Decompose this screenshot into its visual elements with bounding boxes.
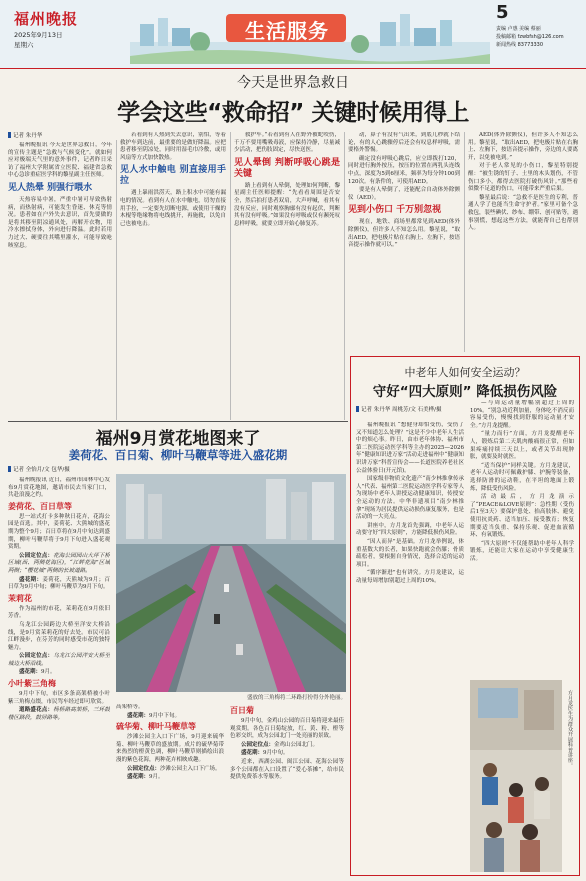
bloom-label: 盛花期： — [19, 669, 42, 676]
section-divider — [8, 421, 348, 422]
lecture-photo — [470, 680, 562, 872]
location-label: 公园定位点： — [19, 552, 54, 559]
column-rule — [116, 140, 117, 420]
subheading: 见到小伤口 千万别忽视 — [348, 205, 442, 216]
email-line: 投稿邮箱 fzwbfsh@126.com — [496, 34, 564, 40]
editor-line: 责编 卢惠 美编 蔡丽 — [496, 26, 541, 32]
article1-byline — [8, 132, 42, 140]
column-rule — [344, 132, 345, 420]
byline-marker — [356, 406, 359, 412]
location-line — [230, 742, 344, 750]
bloom-label: 盛花期： — [127, 774, 150, 781]
byline-marker — [8, 132, 11, 138]
bloom-line — [8, 669, 110, 677]
paragraph: “因人而异”是基础。方月龙举例说，体重基数大的长者，如果快跑就会伤膝；骨质疏松者，要根据自身情况，选择合适的运动项目。 — [356, 538, 464, 568]
issue-weekday: 星期六 — [14, 41, 34, 49]
paragraph: 现在，地铁、商场里都常见到AED(体外除颤仪)，但许多人不知怎么用。黎星说，“取出AED，把电极片贴在右胸上、左胸下，按语音提示操作就可以。” — [348, 219, 460, 249]
location-text: 沙滩公园主入口下广场。 — [160, 765, 221, 772]
paragraph: 高架桥等。 — [116, 704, 144, 710]
article1-col3 — [234, 132, 340, 420]
paragraph: 要是有人晕倒了，还能配合自动体外除颤仪（AED）。 — [348, 187, 460, 201]
location-line — [8, 707, 110, 722]
location-text: 金鸡山公园北门。 — [274, 741, 319, 748]
article2-subheadline: 姜荷花、百日菊、柳叶马鞭草等进入盛花期 — [68, 448, 288, 462]
bloom-label: 盛花期： — [127, 712, 150, 719]
location-text: 乌龙江公园洋安大桥至城边大桥沿线。 — [8, 653, 110, 667]
hotline-line: 新闻热线 83773330 — [496, 42, 544, 48]
bloom-line — [8, 577, 110, 592]
subheading: 见人晕倒 判断呼吸心跳是关键 — [234, 157, 340, 179]
masthead-divider — [0, 68, 586, 69]
bloom-line — [116, 774, 224, 782]
subheading: 姜荷花、百日草等 — [8, 501, 72, 511]
article2-byline — [8, 466, 70, 474]
paragraph: 福州晚报讯 “想健身却怕受伤，受伤了又不知道怎么处理？”这是不少中老年人生活中的烦心事。昨日，由市老年体协、福州市第二医院运动医学科等主办的2025—2026年“健康知识进万家”活动走进福州中“健康知识讲万家”科普宣传会——长道医院养老社区公益体验日(开元馆)。 — [356, 422, 464, 474]
bloom-text: 9月中下旬。 — [149, 712, 181, 719]
photo-caption: 方月龙医生为群众开展科普讲座。 — [567, 690, 573, 768]
article3-col1 — [356, 422, 464, 872]
location-text: 花海公园园山大坪下桥区域(西、两侧花海区)，“江畔花海”区域两侧；“樱花城”两侧的长坡道路。 — [8, 552, 110, 574]
column-rule — [230, 132, 231, 420]
article1-col5 — [468, 132, 578, 350]
newspaper-logo: 福州晚报 — [14, 10, 79, 28]
article1-kicker: 今天是世界急救日 — [237, 75, 349, 91]
bloom-line — [230, 750, 344, 758]
paragraph: 思一站式打卡多种秋日花卉，花海公园是首选。其中，姜荷花、大熊城的盛花期为整个9月；百日草将在9月中旬达到盛期，柳叶马鞭草将于9月下旬进入盛花观赏期。 — [8, 513, 110, 551]
byline-text: 记者 全怡月/文 包华/摄 — [13, 467, 70, 473]
flyover-photo — [116, 474, 346, 692]
paragraph: 天热容易中暑，严重中暑可导致热射病，而热射病，可能发生昏迷、休克等情况。患者如在户外失去意识，首先要做的是将其移至阴凉通风处，再解开衣物，用冷水擦拭身体，外向进行降温。此时若用力过大、硬要往其嘴里灌水，可能导致呛咳窒息。 — [8, 196, 112, 249]
paragraph: 动，鼻子有没有气出来，到底几秒就下结论，有的人心跳骤停后还会有叹息样呼吸，需要格外警惕。 — [348, 132, 460, 154]
paragraph: “量力而行”方面，方月龙提醒老年人，锻炼后第二天肌肉酸痛很正常，但如果疼痛持续三天以上，或者关节出现肿胀，就要及时就医。 — [470, 431, 574, 461]
paragraph: “适当保护”同样关键。方月龙建议，老年人运动时可佩戴护膝、护腕等装备，选择防滑的运动鞋，在平坦的地面上锻炼，降低受伤风险。 — [470, 462, 574, 492]
subheading: 硫华菊、柳叶马鞭草等 — [116, 722, 196, 732]
masthead — [0, 0, 586, 68]
subheading: 茉莉花 — [8, 593, 32, 603]
location-label: 道路盛花点： — [19, 707, 54, 714]
bloom-text: 9月。 — [149, 774, 164, 781]
paragraph: 确定没有呼吸心跳后，应立即拨打120，同时进行胸外按压，按压的位置在两乳头连线中点，深度为5到6厘米，频率为每分钟100到120次。有条件的，可使用AED。 — [348, 155, 460, 185]
article2-col2 — [116, 704, 224, 874]
bloom-label: 盛花期： — [19, 576, 43, 583]
bloom-text: 姜荷花，天熊城为9月；百日草为9月中旬；柳叶马鞭草为9月下旬。 — [8, 576, 110, 591]
paragraph: 国家级非物质文化遗产“南少林推拿传承人”代表、福州第二医院运动医学科专家等人为现场中老年人讲授运动健康知识，传授安全运动的方法。中华非遗项目“南少林推拿”现场为居民提供运动损伤康复服务，也是活动的一大亮点。 — [356, 476, 464, 521]
subheading: 见人水中触电 别直接用手拉 — [120, 165, 226, 187]
location-line — [116, 766, 224, 774]
location-label: 公园定位点： — [241, 741, 275, 748]
bloom-text: 9月中旬。 — [263, 750, 289, 757]
article3-kicker: 中老年人如何安全运动？ — [404, 366, 526, 379]
paragraph: 对于老人常见的小伤口，黎星特别提醒：“被生锈的钉子、土里的木头划伤，不管伤口多小，都得去医院打破伤风针。”那些看似微不足道的伤口，可能带来严重后果。 — [468, 163, 578, 193]
page-number: 5 — [496, 2, 509, 23]
paragraph: AED(体外除颤仪)，但许多人不知怎么用。黎星说，“取出AED，把电极片贴在右胸上、左胸下，按语音提示操作，旁边的人要离开，以免被电到。” — [468, 132, 578, 161]
paragraph: 福州晚报讯 今天是世界急救日，今年的宣传主题是“急救与气候变化”。就如何应对极端天气里的意外事件，记者昨日采访了福州大学附属省立医院、福建省急救中心急诊重症医学科的黎星副主任医师。 — [8, 142, 112, 179]
bloom-label: 盛花期： — [241, 750, 264, 757]
paragraph: 9月中下旬，市区多条高架桥被小叶紫三角梅点缀，市民驾车经过即可欣赏。 — [8, 691, 110, 705]
section-title: 生活服务 — [245, 19, 329, 43]
bloom-line — [116, 713, 224, 721]
paragraph: —与周运动量增幅别超过上周的10%。“别急功近利加量，身体吃不消反而容易受伤，慢慢找到舒服的运动量才安全。”方月龙提醒。 — [470, 400, 574, 429]
article2-col1 — [8, 477, 110, 875]
paragraph: 黎星最后说：“急救不是医生的专利，普通人学了也能当生命守护者。”家里可备个急救包，装些碘伏、纱布、绷带、创可贴等，遇事别慌，想起这些方法，就能帮自己也帮别人。 — [468, 194, 578, 232]
paragraph: 路上看到有人晕倒，处理如何判断，黎星副主任医师提醒：“先看看周围是否安全，然后拍打患者双肩，大声呼喊，看其有没有反应，同时观察胸廓有没有起伏，判断其有没有呼吸。”如果没有呼吸或仅有濒死叹息样呼吸，就要立即开始心肺复苏。 — [234, 182, 340, 227]
location-line — [8, 653, 110, 668]
article3-col2 — [470, 400, 574, 676]
subheading: 百日菊 — [230, 706, 254, 715]
subheading: 小叶紫三角梅 — [8, 679, 56, 689]
article1-col1 — [8, 142, 112, 420]
location-text: 杨桥路高架桥，三环鼓楼区路段，鼓屏路等。 — [8, 707, 110, 721]
paragraph: 活动最后，方月龙演示了“PEACE&LOVE原则”：急性期（受伤后1至3天）要保护患处、抬高肢体、避免使用抗炎药、适当加压、接受教育；恢复期要适当负重、保持乐观、促进血液循环、有氧锻炼。 — [470, 494, 574, 539]
paragraph: 乌龙江公园跨边大桥至洋安大桥沿线，是9月赏茉莉花的好去处。市民可沿江畔漫步，在芬芳的同时感受市花的独特魅力。 — [8, 621, 110, 651]
article3-headline: 守好“四大原则” 降低损伤风险 — [372, 384, 558, 400]
paragraph: 9月中旬，金鸡山公园的百日菊将迎来最佳观赏期。各色百日菊绽放，红、黄、粉、橙等色彩交织，成为公园北门一处亮丽的景致。 — [230, 718, 344, 740]
location-label: 公园定位点： — [127, 765, 161, 772]
location-line — [8, 553, 110, 576]
article2-headline: 福州9月赏花地图来了 — [95, 429, 261, 449]
paragraph: 救护车。”若看到有人在野外被蛇咬伤，千万不要用嘴吸毒液，应保持冷静，尽量减少活动，把伤肢固定，尽快送医。 — [234, 132, 340, 154]
subheading: 见人热晕 别强行喂水 — [8, 182, 93, 193]
paragraph: 讲座中，方月龙首先强调，中老年人运动要守好“四大原则”，方能降低损伤风险。 — [356, 522, 464, 537]
article2-col3 — [230, 704, 344, 874]
bloom-text: 9月。 — [41, 669, 56, 676]
paragraph: 作为福州的市花，茉莉花在9月依旧芳香。 — [8, 605, 110, 620]
article3-byline — [356, 406, 468, 414]
location-label: 公园定位点： — [19, 653, 54, 660]
photo-caption: 盛放的三角梅将二环路打扮得分外艳丽。 — [246, 695, 346, 701]
byline-marker — [8, 466, 11, 472]
article1-col2 — [120, 132, 226, 420]
issue-date: 2025年9月13日 — [14, 31, 63, 39]
paragraph: 遇上暴雨洪涝天，路上积水中可能有漏电的情况。看到有人在水中触电，切勿直接用手拉，一定要先切断电源，或使用干燥的木棍等绝缘物将电线挑开，再施救，以免自己也被电击。 — [120, 190, 226, 227]
paragraph: “四大原则”不仅能帮助中老年人科学锻炼，还能让大家在运动中享受健康生活。 — [470, 540, 574, 562]
byline-text: 记者 朱丹华 周桃芳/文 石美桦/摄 — [361, 407, 442, 413]
article1-headline: 学会这些“救命招” 关键时候用得上 — [117, 100, 469, 126]
column-rule — [464, 132, 465, 352]
paragraph: 沙滩公园主入口下广场，9月迎来硫华菊、柳叶马鞭草的盛放期。成片的硫华菊带来热烈的橙黄色调，柳叶马鞭草则描绘出浪漫的紫色花海，两种花卉相映成趣。 — [116, 734, 224, 763]
paragraph: 福州晚报讯 近日，福州市园林中心发布9月赏花地图，邀请市民去当家门口，共赴浪漫之约。 — [8, 477, 110, 499]
paragraph: 近来，西湖公园、闽江公园、花海公园等多个公园都在入口设置了“爱心茶摊”，给市民提供免费茶水等服务。 — [230, 758, 344, 781]
paragraph: 若看到有人热到失去意识，别怕，等着救护车到达前，最重要的是做好降温。应把患者移至阴凉处，同时用湿毛巾冷敷，或用风扇等方式加快散热。 — [120, 132, 226, 161]
byline-text: 记者 朱丹华 — [13, 133, 43, 139]
paragraph: “循序渐进”也有讲究。方月龙建议，运动量每周增加别超过上周的10%。 — [356, 570, 464, 584]
